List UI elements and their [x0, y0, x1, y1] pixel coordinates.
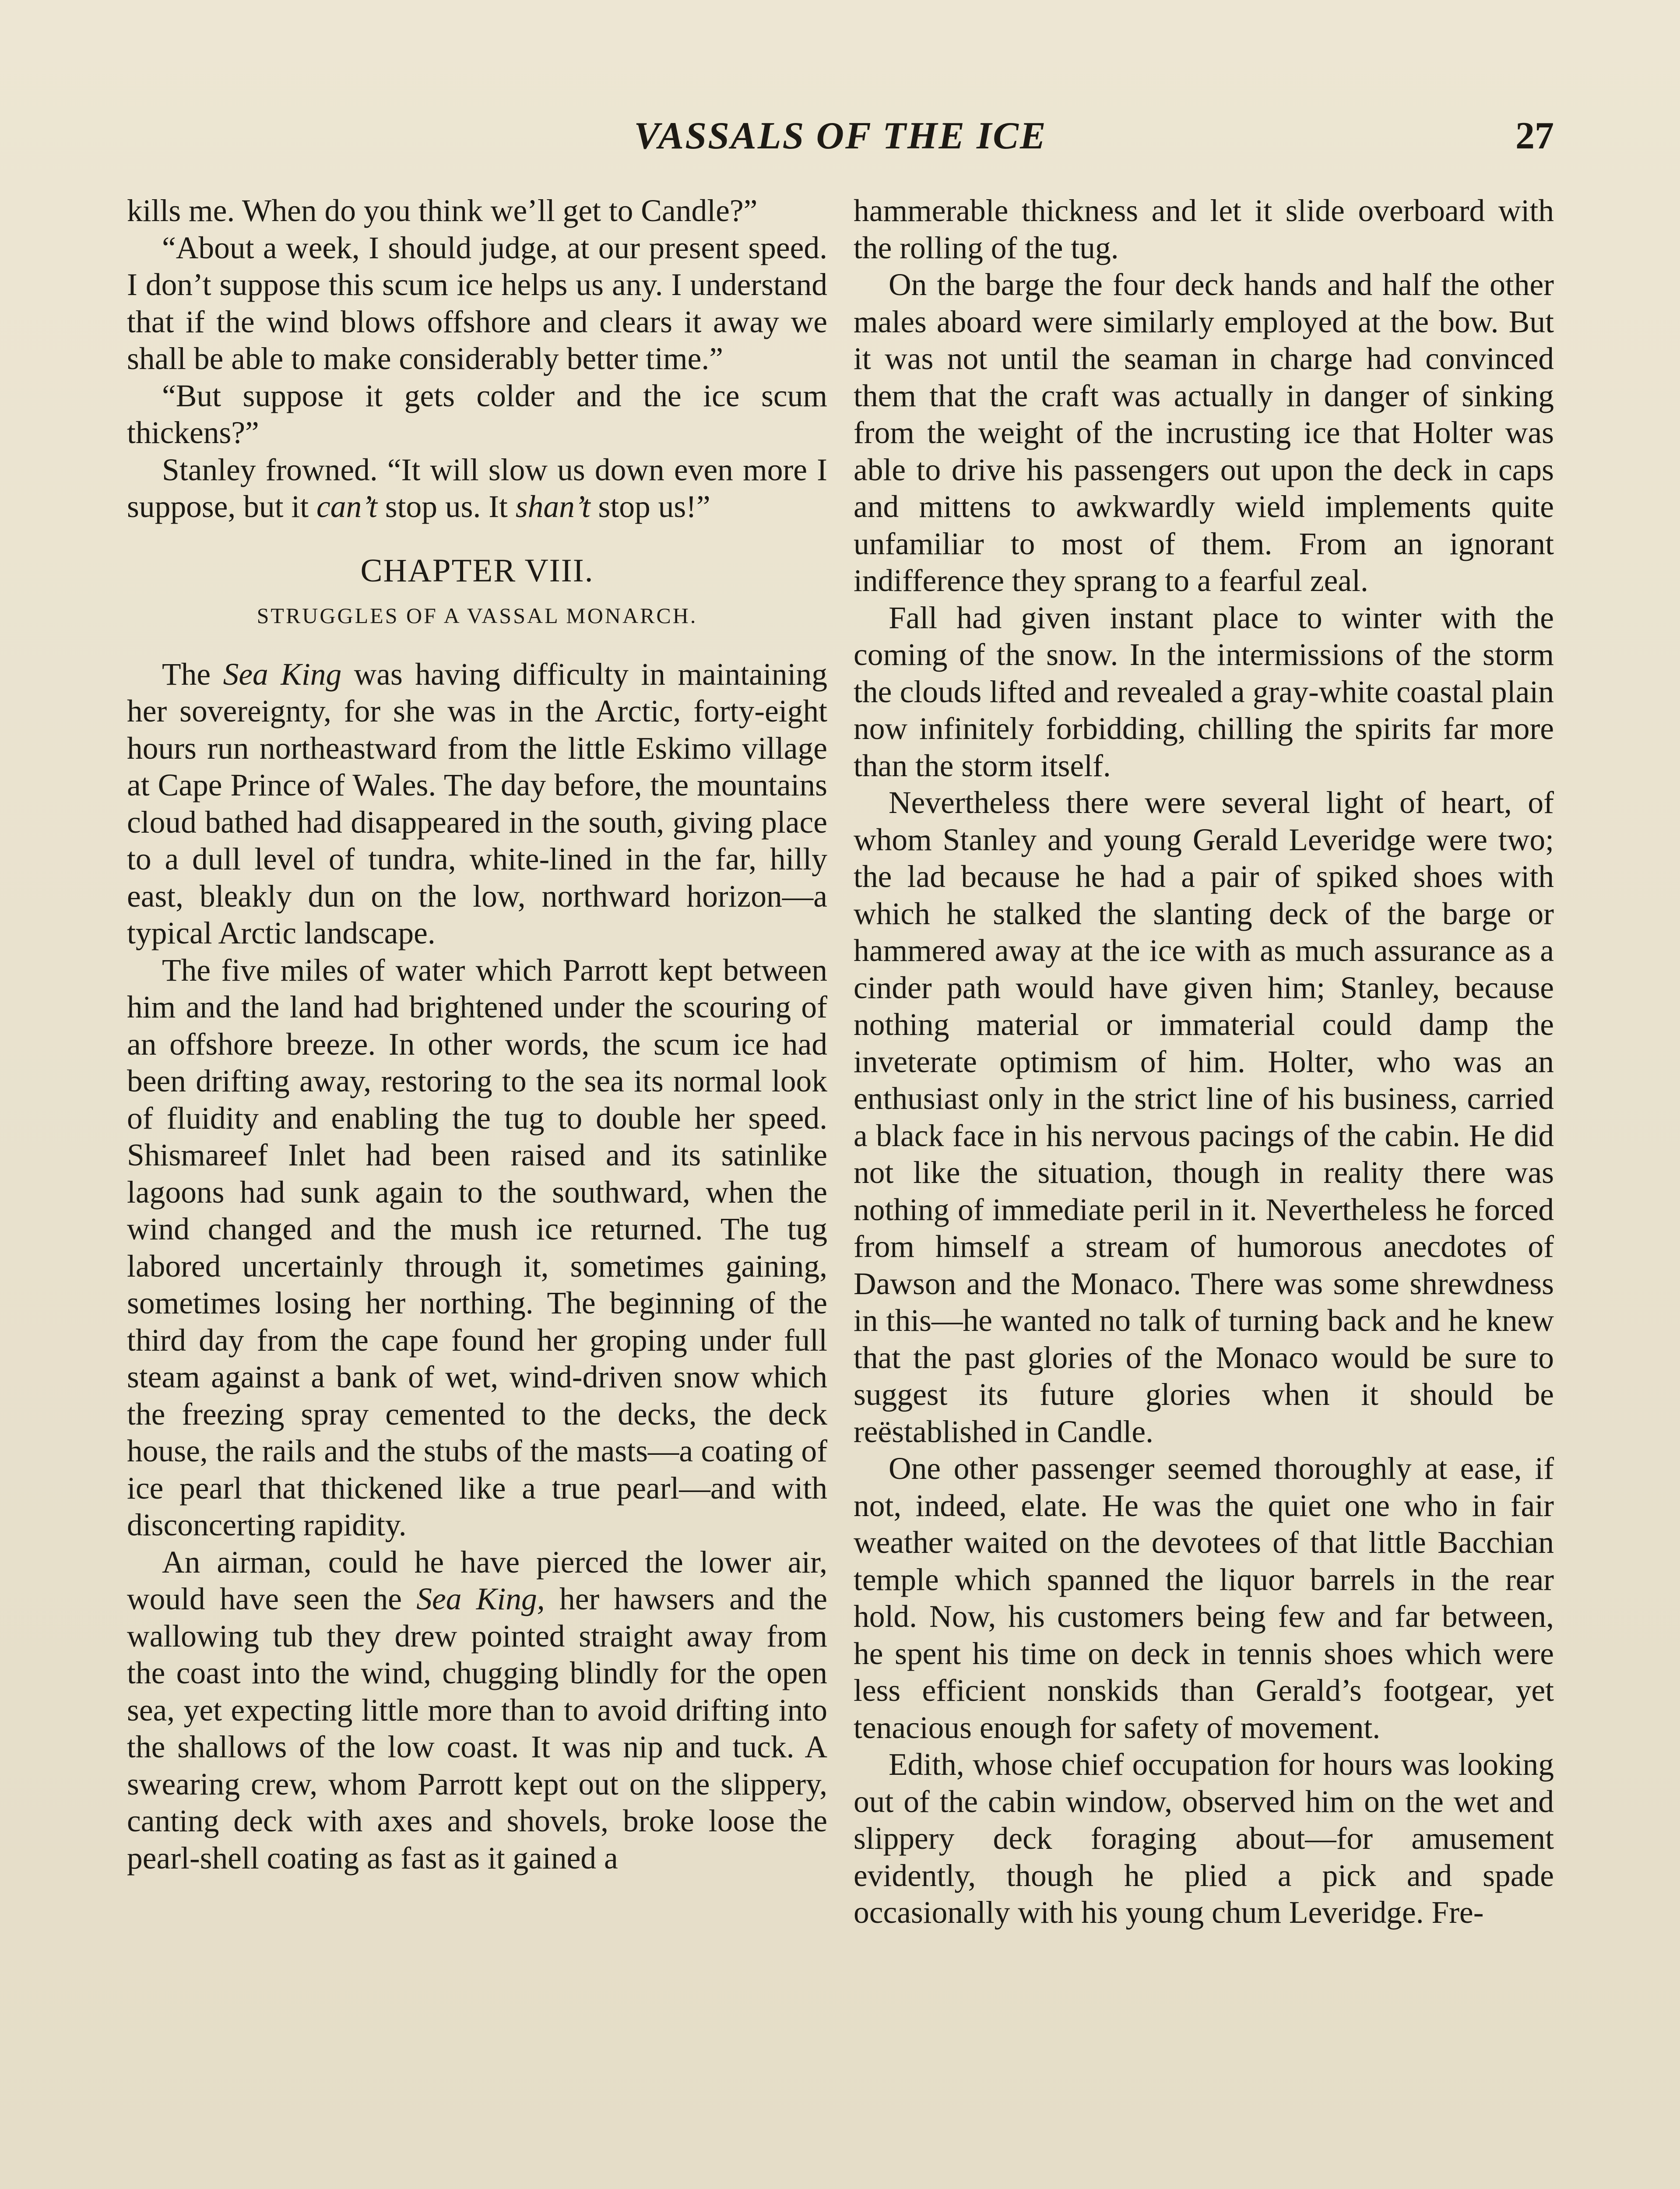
ship-name: Sea King — [223, 657, 342, 692]
page-number: 27 — [1515, 115, 1554, 157]
text-run: An airman, could he have pierced the lower air, would have seen the — [127, 1545, 827, 1616]
paragraph: Nevertheless there were several light of heart, of whom Stanley and young Gerald Leveridge were two; the lad because he had a pair of spiked shoes with which he stalked the slanting deck of the barge or hammered away at the ice with as much assurance as a cinder path would have given him; Stanley, because nothing material or immaterial could damp the inveterate optimism of him. Holter, who was an enthusiast only in the strict line of his business, carried a black face in his nervous pacings of the cabin. He did not like the situation, though in reality there was nothing of immediate peril in it. Nevertheless he forced from himself a stream of humorous anecdotes of Dawson and the Monaco. There was some shrewdness in this—he wanted no talk of turning back and he knew that the past glories of the Monaco would be sure to suggest its future glories when it should be reëstablished in Candle. — [854, 785, 1554, 1449]
text-run: her hawsers and the wallowing tub they drew pointed straight away from the coast into the wind, chugging blindly for the open sea, yet expecting little more than to avoid drifting into the shallows of the low coast. It was nip and tuck. A swearing crew, whom Parrott kept out on the slippery, canting deck with axes and shovels, broke loose the pearl-shell coating as fast as it gained a — [127, 1582, 827, 1876]
text-run: stop us!” — [590, 489, 710, 524]
paragraph: Edith, whose chief occupation for hours was looking out of the cabin window, observed him on the wet and slippery deck foraging about—for amusement evidently, though he plied a pick and spade occasionally with his young chum Leveridge. Fre- — [854, 1747, 1554, 1930]
paragraph: kills me. When do you think we’ll get to Candle?” — [127, 194, 758, 228]
paragraph: The five miles of water which Parrott kept between him and the land had brightened under the scouring of an offshore breeze. In other words, the scum ice had been drifting away, restoring to the sea its normal look of fluidity and enabling the tug to double her speed. Shismareef Inlet had been raised and its satinlike lagoons had sunk again to the southward, when the wind changed and the mush ice returned. The tug labored uncertainly through it, sometimes gaining, sometimes losing her northing. The beginning of the third day from the cape found her groping under full steam against a bank of wet, wind-driven snow which the freezing spray cemented to the decks, the deck house, the rails and the stubs of the masts—a coating of ice pearl that thickened like a true pearl—and with disconcerting rapidity. — [127, 953, 827, 1542]
text-run: stop us. It — [377, 489, 516, 524]
paragraph: “But suppose it gets colder and the ice scum thickens?” — [127, 378, 827, 450]
running-head — [127, 114, 1554, 166]
text-run: The — [162, 657, 223, 692]
paragraph: hammerable thickness and let it slide overboard with the rolling of the tug. — [854, 194, 1554, 265]
chapter-title: CHAPTER VIII. — [360, 552, 594, 589]
paragraph — [127, 656, 827, 952]
right-column — [854, 193, 1554, 1932]
paragraph — [127, 1544, 827, 1877]
paragraph: One other passenger seemed thoroughly at ease, if not, indeed, elate. He was the quiet one who in fair weather waited on the devotees of that little Bacchian temple which spanned the liquor barrels in the rear hold. Now, his customers being few and far between, he spent his time on deck in tennis shoes which were less efficient nonskids than Gerald’s footgear, yet tenacious enough for safety of movement. — [854, 1451, 1554, 1745]
emphasis: can’t — [316, 489, 377, 524]
running-title: VASSALS OF THE ICE — [634, 115, 1047, 157]
paragraph: Fall had given instant place to winter with the coming of the snow. In the intermissions of the storm the clouds lifted and revealed a gray-white coastal plain now infinitely forbidding, chilling the spirits far more than the storm itself. — [854, 600, 1554, 783]
left-column — [127, 193, 827, 1877]
emphasis: shan’t — [515, 489, 590, 524]
text-run: Stanley frowned. “It will slow us down even more I suppose, but it — [127, 452, 827, 524]
chapter-subtitle: STRUGGLES OF A VASSAL MONARCH. — [257, 603, 698, 628]
paragraph: “About a week, I should judge, at our present speed. I don’t suppose this scum ice helps us any. I understand that if the wind blows offshore and clears it away we shall be able to make considerably better time.” — [127, 230, 827, 376]
text-run: was having difficulty in maintaining her sovereignty, for she was in the Arctic, forty-eight hours run northeastward from the little Eskimo village at Cape Prince of Wales. The day before, the mountains cloud bathed had disappeared in the south, giving place to a dull level of tundra, white-lined in the far, hilly east, bleakly dun on the low, northward horizon—a typical Arctic landscape. — [127, 657, 827, 950]
paragraph — [127, 452, 827, 526]
paragraph: On the barge the four deck hands and half the other males aboard were similarly employed at the bow. But it was not until the seaman in charge had convinced them that the craft was actually in danger of sinking from the weight of the incrusting ice that Holter was able to drive his passengers out upon the deck in caps and mittens to awkwardly wield implements quite unfamiliar to most of them. From an ignorant indifference they sprang to a fearful zeal. — [854, 267, 1554, 598]
ship-name: Sea King, — [416, 1582, 545, 1616]
